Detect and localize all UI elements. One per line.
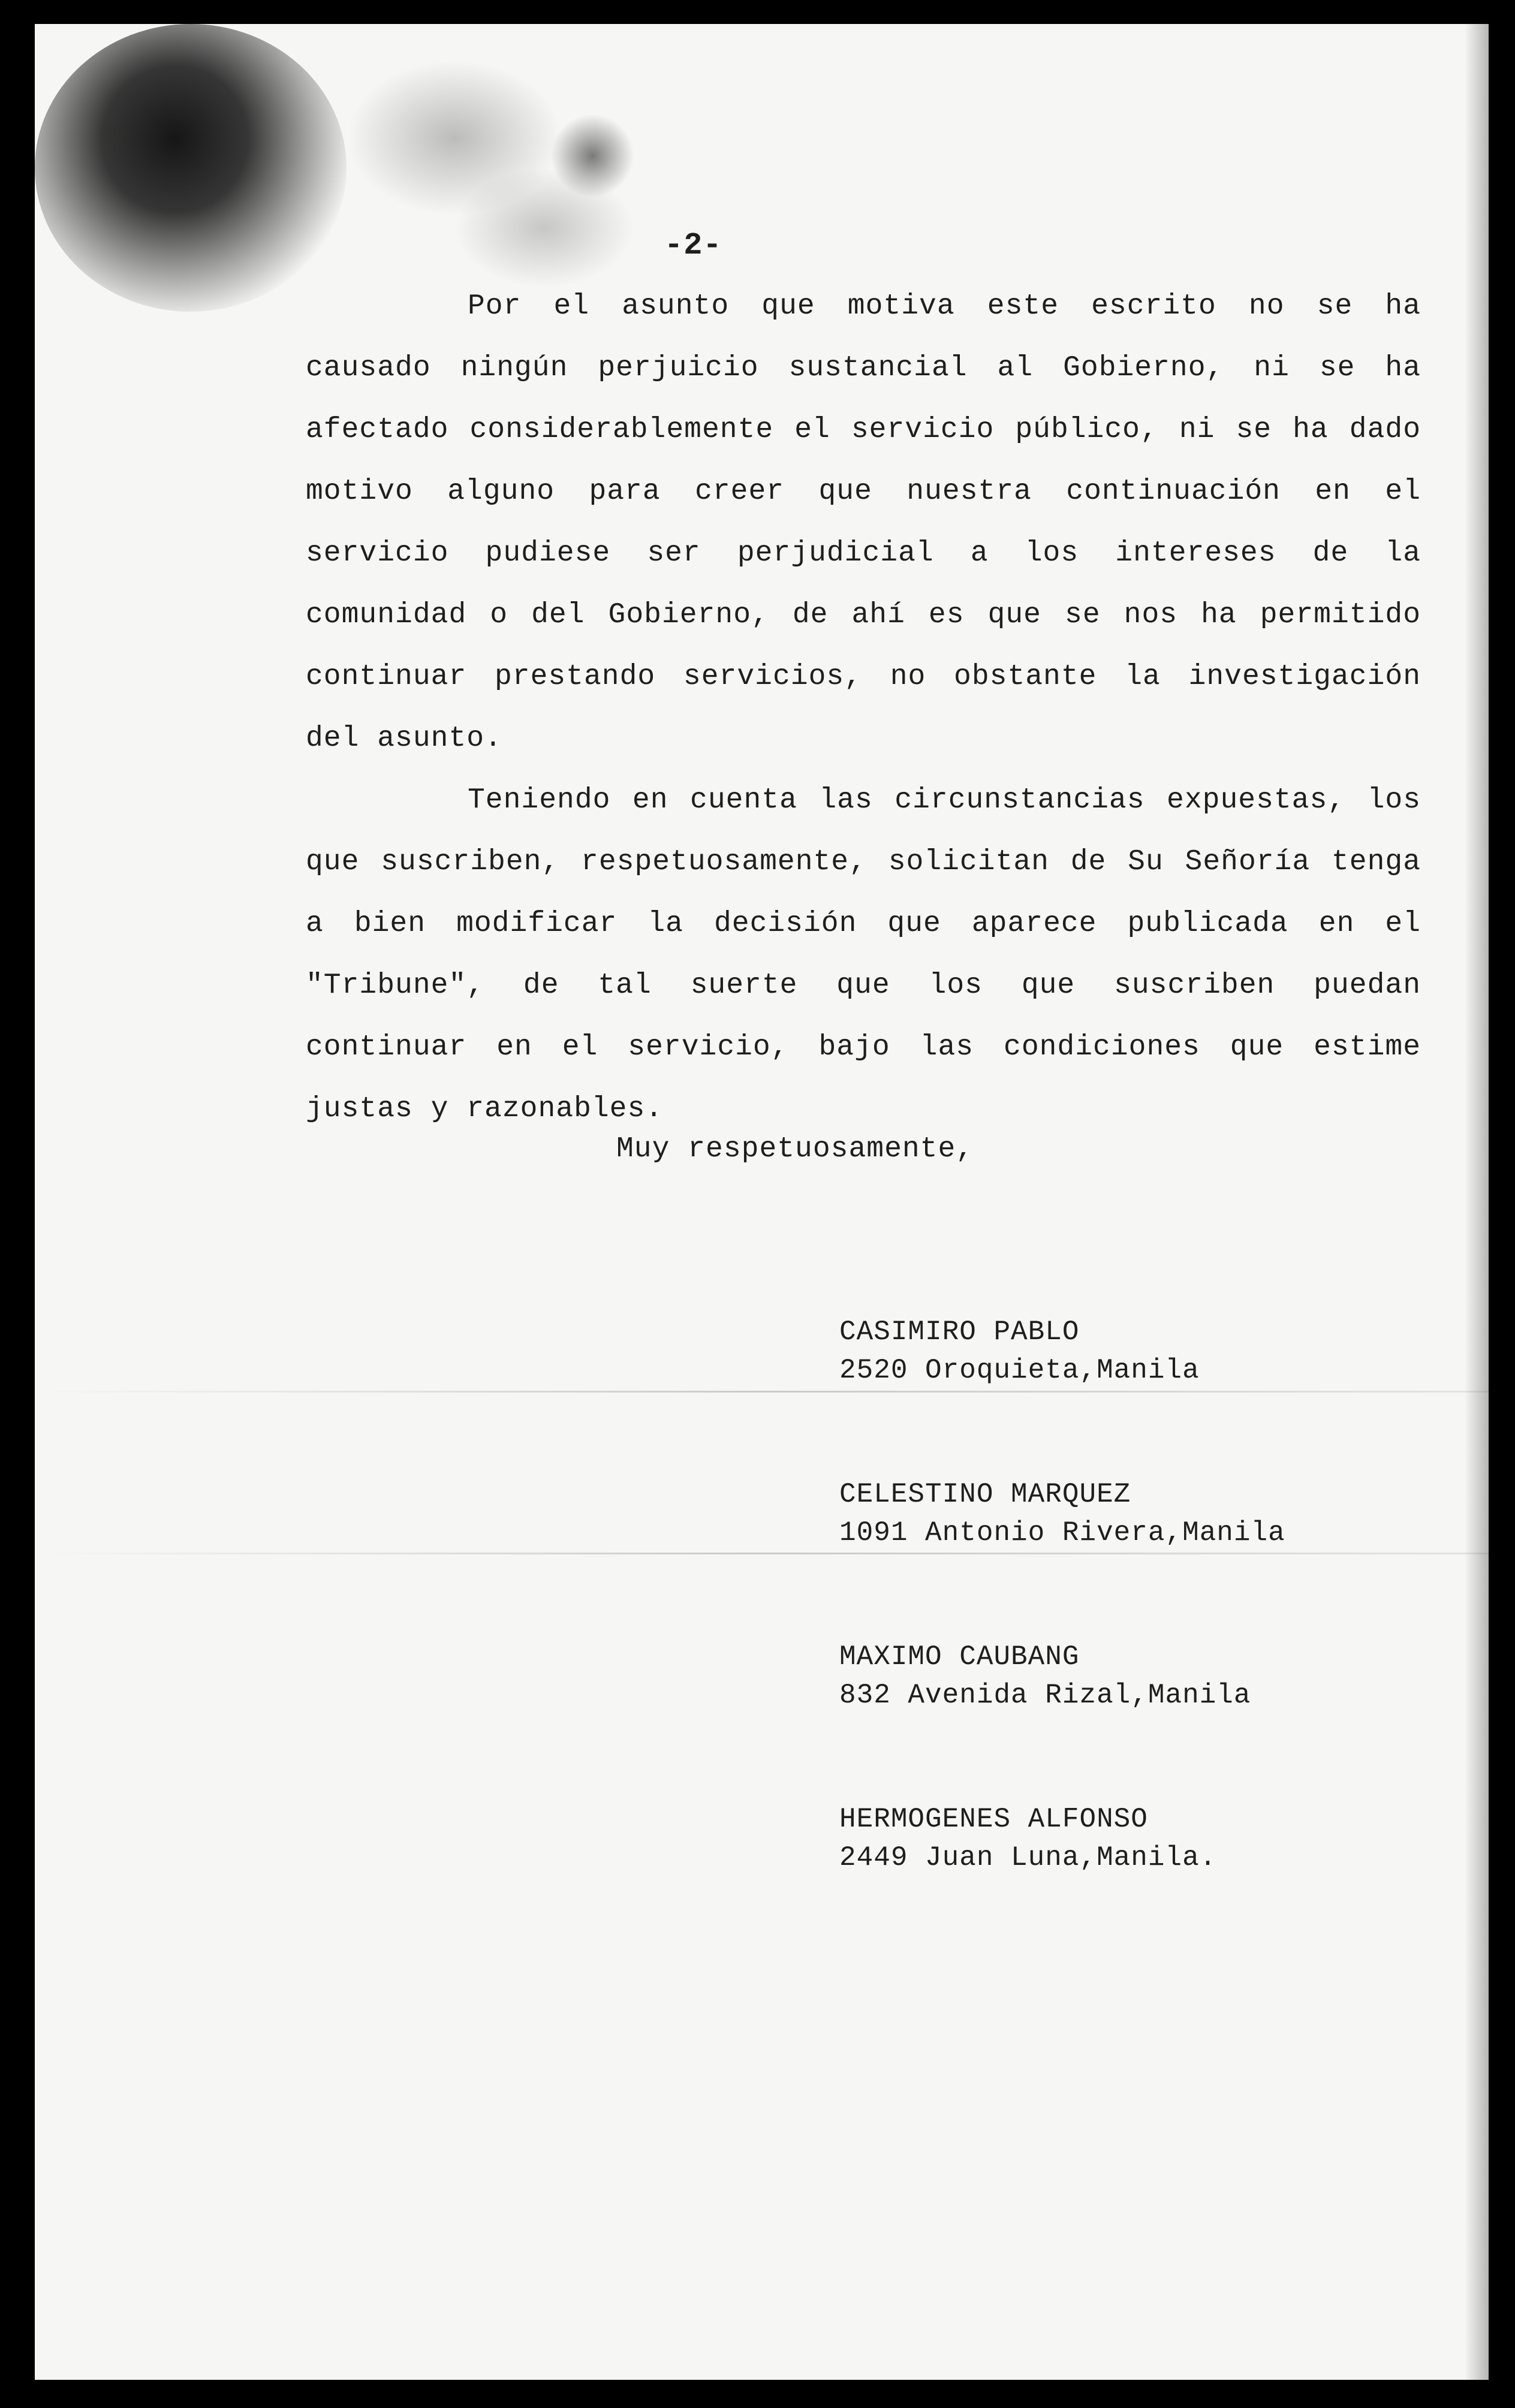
signatory-address: 2449 Juan Luna,Manila. — [839, 1842, 1217, 1873]
ink-smudge — [550, 114, 634, 198]
signatory-name: HERMOGENES ALFONSO — [839, 1804, 1148, 1835]
signatory-address: 1091 Antonio Rivera,Manila — [839, 1517, 1285, 1548]
signatory — [839, 1475, 1439, 1552]
document-page — [35, 24, 1489, 2380]
signatory — [839, 1638, 1439, 1714]
ink-smudge — [454, 168, 634, 288]
signatory-name: MAXIMO CAUBANG — [839, 1641, 1080, 1672]
signature-block — [839, 1313, 1439, 1963]
letter-body — [306, 276, 1421, 1140]
closing-salutation: Muy respetuosamente, — [616, 1133, 974, 1165]
ink-smudge — [347, 60, 562, 216]
paragraph: Teniendo en cuenta las circunstancias expuestas, los que suscriben, respetuosamente, solicitan de Su Señoría tenga a bien modificar la decisión que aparece publicada en el "Tribune", de tal suerte que los que suscriben puedan continuar en el servicio, bajo las condiciones que estime justas y razonables. — [306, 784, 1421, 1125]
signatory-name: CELESTINO MARQUEZ — [839, 1479, 1131, 1510]
signatory — [839, 1800, 1439, 1877]
page-number: -2- — [664, 228, 722, 263]
ink-smudge — [35, 24, 347, 312]
signatory-address: 2520 Oroquieta,Manila — [839, 1355, 1200, 1386]
paragraph: Por el asunto que motiva este escrito no se ha causado ningún perjuicio sustancial al Gobierno, ni se ha afectado considerablemente el servicio público, ni se ha dado motivo alguno para creer que nuestra continuación en el servicio pudiese ser perjudicial a los intereses de la comunidad o del Gobierno, de ahí es que se nos ha permitido continuar prestando servicios, no obstante la investigación del asunto. — [306, 290, 1421, 755]
signatory-name: CASIMIRO PABLO — [839, 1316, 1080, 1348]
page-edge-shadow — [1465, 24, 1489, 2380]
signatory — [839, 1313, 1439, 1390]
signatory-address: 832 Avenida Rizal,Manila — [839, 1680, 1251, 1711]
